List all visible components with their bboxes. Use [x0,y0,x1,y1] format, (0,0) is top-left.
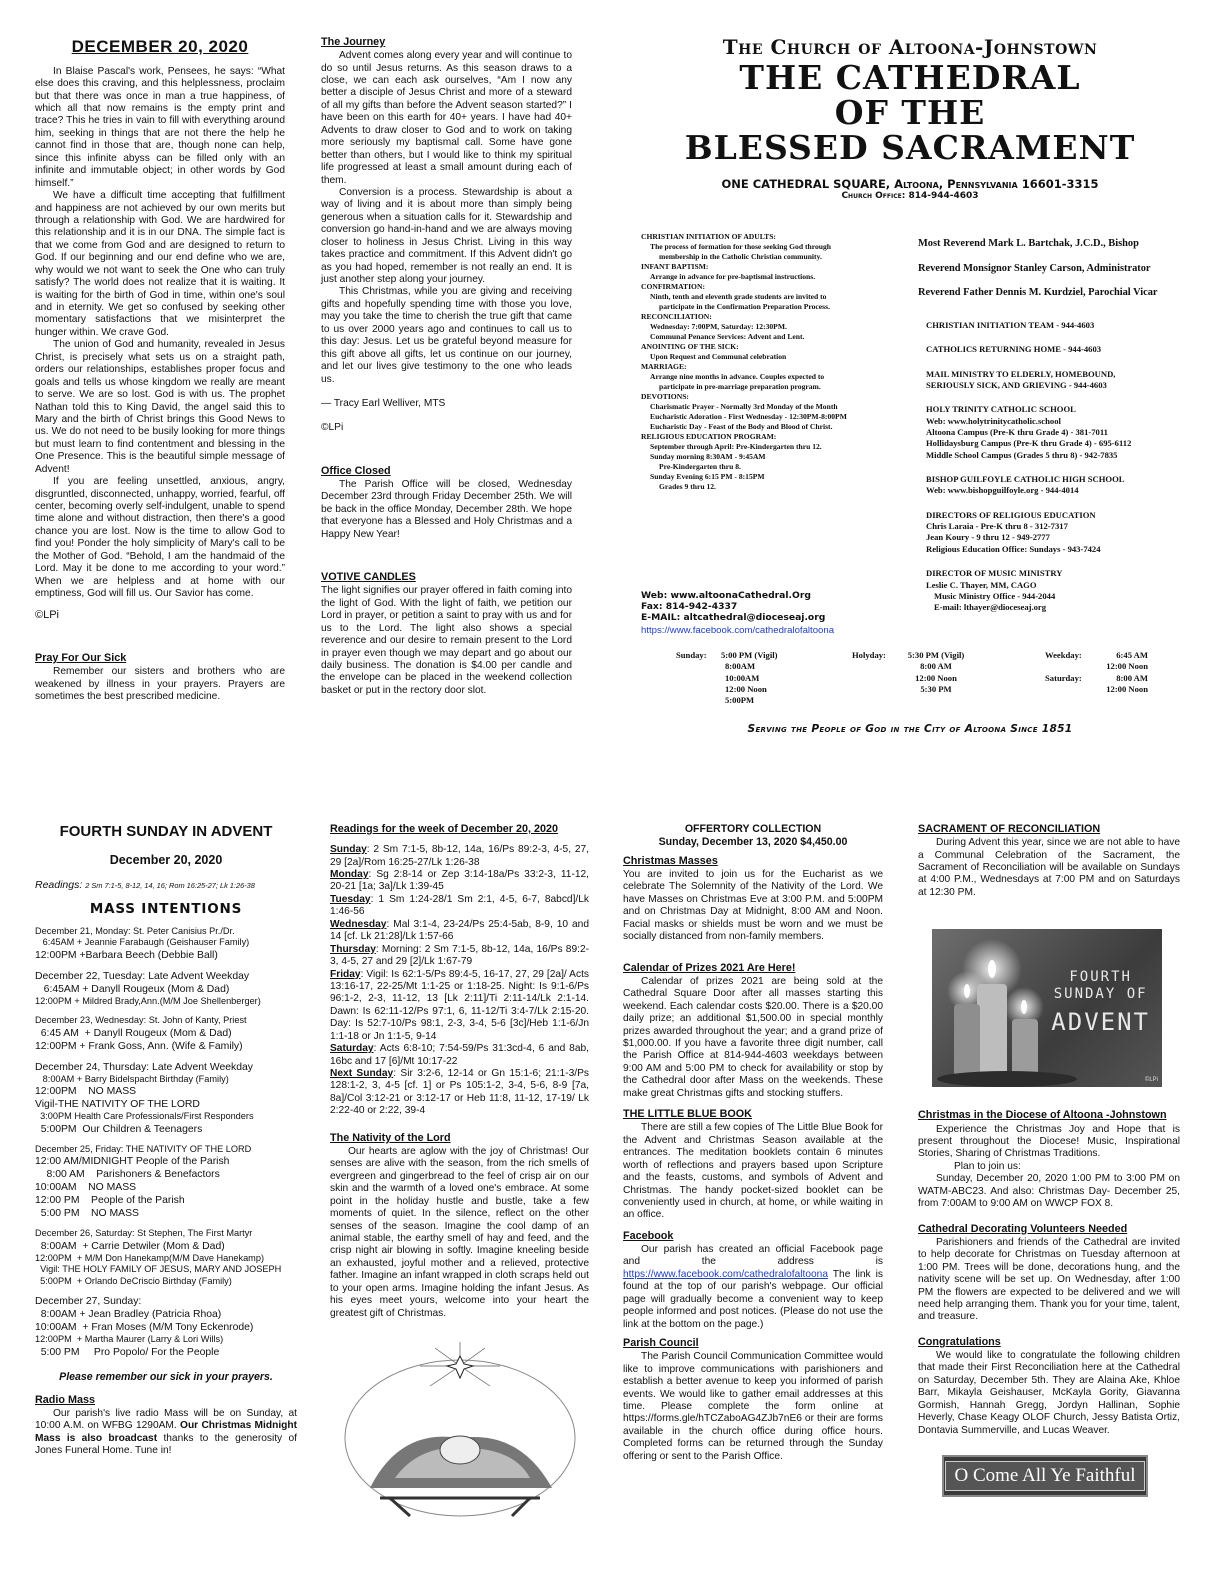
reading-refs: : Acts 6:8-10; 7:54-59/Ps 31:3cd-4, 6 and 8ab, 16bc and 17 [6]/Mt 10:17-22 [330,1043,589,1067]
ministry-line: Web: www.bishopguilfoyle.org - 944-4014 [926,485,1079,496]
sacrament-line: RELIGIOUS EDUCATION PROGRAM: [641,432,777,442]
ministry-line: Music Ministry Office - 944-2044 [934,590,1056,601]
sacrament-line: INFANT BAPTISM: [641,262,709,272]
section-heading: The Nativity of the Lord [330,1131,451,1144]
readings-label: Readings: [35,878,83,891]
nativity-manger-image [340,1338,580,1518]
banner-text: O Come All Ye Faithful [945,1461,1144,1490]
intention-group [35,1144,297,1221]
intention-group [35,926,297,962]
ministry-group [926,510,1206,555]
sacrament-line: Sunday Evening 6:15 PM - 8:15PM [650,472,765,482]
clergy-list [918,238,1208,300]
intention-line: 5:00 PM Pro Popolo/ For the People [35,1346,220,1358]
intention-line: 12:00PM + M/M Don Hanekamp(M/M Dave Hanekamp) [35,1252,265,1263]
intention-line: 5:00PM + Orlando DeCriscio Birthday (Family) [35,1275,232,1286]
facebook-text: Our parish has created an official Facebook page and the address is [623,1244,883,1268]
intention-line: December 27, Sunday: [35,1296,142,1308]
offertory-amount: Sunday, December 13, 2020 $4,450.00 [658,835,848,848]
reading-refs: : Mal 3:1-4, 23-24/Ps 25:4-5ab, 8-9, 10 and 14 [cf. Lk 21:28]/Lk 1:57-66 [330,918,589,943]
sunday-readings [35,879,297,892]
mass-label-weekday: Weekday: [1045,650,1082,660]
ministry-line: E-mail: lthayer@dioceseaj.org [934,602,1047,613]
paragraph: There are still a few copies of The Little Blue Book for the Advent and Christmas Season available at the entrances. The meditation booklets contain 6 minutes worth of reflections and prayers based upon Scripture and the feasts, customs, and symbols of Advent and Christmas. The handy pocket-sized booklet can be conveniently used in church, at home, or while waiting in an office. [623,1122,883,1221]
intention-line: Vigil-THE NATIVITY OF THE LORD [35,1099,200,1111]
advent-image-text: SUNDAY OF [1053,986,1148,1003]
reading-day: Saturday [330,1043,374,1055]
mass-intentions-heading: MASS INTENTIONS [89,901,243,918]
intention-line: 10:00AM NO MASS [35,1182,137,1194]
mass-time: 6:45 AM [1116,650,1148,660]
ministry-line: Altoona Campus (Pre-K thru Grade 4) - 381-7011 [926,427,1108,438]
column-bottom-second [330,823,589,1518]
reading-entry [330,869,589,894]
sacrament-line: Arrange nine months in advance. Couples expected to [650,372,825,382]
paragraph: Experience the Christmas Joy and Hope that is present throughout the Diocese! Music, Inspirational Stories, Sharing of Christmas Traditions. [918,1123,1180,1160]
cathedral-title: BLESSED SACRAMENT [684,127,1136,167]
paragraph: Advent comes along every year and will continue to do so until Jesus returns. As this season draws to a close, we can each ask ourselves, “Am I now any better a disciple of Jesus Christ and more of a steward of all my gifts than before the Advent season started?” I have been on this earth for 40+ years. I have had 40+ Advents to draw closer to God and to work on taking more seriously my baptismal call. Some have gone better than others, but I would like to think my spiritual life progressed at least a small amount during each of them. [321,50,572,186]
section-heading: Cathedral Decorating Volunteers Needed [918,1222,1128,1235]
mass-time: 8:00AM [725,661,756,672]
reading-entry [330,919,589,944]
clergy-name: Reverend Father Dennis M. Kurdziel, Parochial Vicar [918,287,1158,299]
paragraph: We have a difficult time accepting that fulfillment and happiness are not achieved by our own merits but through a relationship with God. We are hardwired for this relationship and it is in our DNA. The simple fact is that we come from God and are designed to return to God. If our beginning and our end define who we are, why would we not want to seek the One who can truly satisfy? The world does not realize that it is waiting. It is waiting for the birth of God in time, within one's soul and in eternity. We get so confused by seeking other momentary satisfactions that we misinterpret the hunger within. We crave God. [35,190,285,338]
reading-refs: : Sg 2:8-14 or Zep 3:14-18a/Ps 33:2-3, 11-12, 20-21 [1a; 3a]/Lk 1:39-45 [330,869,589,893]
email-link[interactable]: E-MAIL: altcathedral@dioceseaj.org [641,612,826,624]
section-heading: Congratulations [918,1335,1001,1348]
readings-refs: 2 Sm 7:1-5, 8-12, 14, 16; Rom 16:25-27; Lk 1:26-38 [85,880,255,890]
intention-group [35,1228,297,1287]
intention-line: 12:00 AM/MIDNIGHT People of the Parish [35,1156,230,1168]
sacrament-line: MARRIAGE: [641,362,687,372]
mass-label-sunday: Sunday: [676,650,707,660]
reading-day: Sunday [330,844,367,856]
sick-reminder: Please remember our sick in your prayers. [59,1370,273,1383]
clergy-name: Most Reverend Mark L. Bartchak, J.C.D., Bishop [918,238,1139,249]
reading-refs: : Sir 3:2-6, 12-14 or Gn 15:1-6; 21:1-3/Ps 128:1-2, 3, 4-5 [cf. 1] or Ps 105:1-2, 3-4, 5-6, 8-9 [7a, 8a]/Col 3:12-21 or 3:12-17 or Heb 11:8, 11-12, 17-19/ Lk 2:22-40 or 2:22, 39-4 [330,1068,590,1117]
intention-line: 12:00PM +Barbara Beech (Debbie Ball) [35,949,218,961]
section-heading: Parish Council [623,1337,699,1350]
copyright-lpi: ©LPi [321,422,344,434]
reading-day: Tuesday [330,893,371,905]
sacrament-line: The process of formation for those seeking God through [650,242,831,252]
reading-day: Thursday [330,943,376,955]
section-heading: Radio Mass [35,1393,95,1406]
mass-time: 8:00 AM [1116,673,1148,683]
sacrament-line: September through April: Pre-Kindergarten thru 12. [650,442,822,452]
mass-time: 10:00AM [725,672,760,683]
sunday-date: December 20, 2020 [109,853,223,868]
intention-line: December 25, Friday: THE NATIVITY OF THE LORD [35,1143,252,1154]
reading-day: Wednesday [330,918,387,930]
sacrament-line: RECONCILIATION: [641,312,712,322]
intention-line: 8:00AM + Carrie Detwiler (Mom & Dad) [35,1240,225,1252]
intention-line: 8:00AM + Jean Bradley (Patricia Rhoa) [35,1309,222,1321]
paragraph: During Advent this year, since we are not able to have a Communal Celebration of the Sacrament, the Sacrament of Reconciliation will be available on Sundays at 4:00 P.M., Wednesdays at 7:00 PM and on Saturdays at 12:30 PM. [918,837,1180,898]
intention-line: December 24, Thursday: Late Advent Weekday [35,1061,253,1073]
paragraph: If you are feeling unsettled, anxious, angry, disgruntled, disconnected, unhappy, worried, fearful, off center, becoming overly self-indulgent, unable to spend time alone and without distraction, then there's a good chance you are lost. Now is the time to allow God to find you! Ponder the holy simplicity of Mary's call to be the Mother of God. “Behold, I am the handmaid of the Lord. May it be done to me according to your word.” When we are helpless and at home with our emptiness, God will fill us. Our Savior has come. [35,476,285,600]
reading-day: Monday [330,869,369,881]
paragraph: Remember our sisters and brothers who are weakened by illness in your prayers. Prayers are sometimes the best prescribed medicine. [35,666,285,702]
mass-label-saturday: Saturday: [1045,673,1082,683]
paragraph: The union of God and humanity, revealed in Jesus Christ, is precisely what sets us on a straight path, orders our relationships, establishes proper focus and goals and tells us whose kingdom we really are meant to serve. We are so lost. God is with us. The prophet Nathan told this to King David, the angel said this to Mary and the birth of Christ brings this Good News to us. We do not need to be busily looking for more things but must learn to find contentment and blessing in the One Presence. This is the beautiful simple message of Advent! [35,339,285,475]
section-heading: Office Closed [321,464,391,477]
sacrament-line: Communal Penance Services: Advent and Lent. [650,332,805,342]
sacrament-line: CONFIRMATION: [641,282,705,292]
cathedral-title: THE CATHEDRAL [739,58,1081,98]
facebook-link[interactable]: https://www.facebook.com/cathedralofaltoona [623,1268,828,1280]
sacrament-line: ANOINTING OF THE SICK: [641,342,739,352]
intention-line: December 21, Monday: St. Peter Canisius Pr./Dr. [35,925,235,936]
sacrament-line: Arrange in advance for pre-baptismal instructions. [650,272,816,282]
cathedral-title: OF THE [834,93,986,133]
sacrament-line: membership in the Catholic Christian community. [659,252,822,262]
paragraph: Conversion is a process. Stewardship is about a way of living and it is about more than simply being generous when a situation calls for it. Stewardship and conversion go hand-in-hand and we are always moving closer to holiness in Jesus Christ. Living in this way takes practice and commitment. If this Advent didn't go as you had hoped, remember is not really an end. It is just another step along your journey. [321,186,572,286]
mass-time: 5:30 PM (Vigil) [907,650,965,660]
sacrament-line: Sunday morning 8:30AM - 9:45AM [650,452,766,462]
ministry-line: Web: www.holytrinitycatholic.school [926,415,1061,426]
ministry-line: Hollidaysburg Campus (Pre-K thru Grade 4) - 695-6112 [926,438,1132,449]
sacrament-line: participate in pre-marriage preparation program. [659,382,821,392]
section-heading: Christmas Masses [623,854,718,867]
intention-line: 12:00PM + Martha Maurer (Larry & Lori Wills) [35,1334,224,1345]
ministry-line: Religious Education Office: Sundays - 943-7424 [926,543,1101,554]
church-office-phone: Church Office: 814-944-4603 [841,191,979,202]
ministry-group [926,568,1206,613]
mass-time: 5:00PM [725,695,755,706]
mass-time: 12:00 Noon [1106,661,1148,672]
reading-entry [330,944,589,969]
contact-block [641,590,911,637]
weekly-readings-list [330,844,589,1118]
column-bottom-right [918,823,1180,1497]
section-heading: Readings for the week of December 20, 2020 [330,823,559,835]
intention-group [35,970,297,1008]
section-heading: THE LITTLE BLUE BOOK [623,1108,752,1121]
paragraph: Plan to join us: [954,1160,1021,1172]
copyright-lpi: ©LPi [35,608,60,621]
facebook-text: The link is found at the top of our parish's webpage. Our official page will gradually become a convenient way to keep people informed and post notices. (Please do not use the link at the bottom on the page.) [623,1268,883,1330]
advent-image-text: ADVENT [1051,1007,1150,1036]
radio-text-bold: Our Christmas Midnight Mass is also broadcast [35,1420,297,1444]
masthead [630,35,1190,202]
ministry-line: Jean Koury - 9 thru 12 - 949-2777 [926,532,1050,543]
nativity-illustration [340,1338,580,1518]
advent-candles-image [932,929,1162,1087]
mass-time: 12:00 Noon [915,672,957,683]
mass-time: 5:30 PM [920,684,952,695]
mass-label-holyday: Holyday: [852,650,886,660]
sacraments-list [641,232,901,492]
ministry-group [926,404,1206,461]
ministry-line: Chris Laraia - Pre-K thru 8 - 312-7317 [926,521,1068,532]
ministry-line: BISHOP GUILFOYLE CATHOLIC HIGH SCHOOL [926,474,1125,485]
reading-entry [330,1068,589,1118]
ministry-line: DIRECTOR OF MUSIC MINISTRY [926,568,1063,579]
intention-line: 12:00 PM People of the Parish [35,1195,185,1207]
tagline: Serving the People of God in the City of Altoona Since 1851 [747,723,1073,735]
mass-times-sunday [721,650,777,707]
paragraph: The Parish Office will be closed, Wednesday December 23rd through Friday December 25th. We will be back in the office Monday, December 28th. We hope that everyone has a Blessed and Holy Christmas and a Happy New Year! [321,479,572,540]
paragraph: Sunday, December 20, 2020 1:00 PM to 3:00 PM on WATM-ABC23. And also: Christmas Day- December 25, from 7:00AM to 9:00 AM on WWCP FOX 8. [918,1173,1180,1210]
paragraph [623,1244,883,1331]
intention-group [35,1295,297,1359]
paragraph: Our hearts are aglow with the joy of Christmas! Our senses are alive with the season, from the rich smells of evergreen and gingerbread to the feel of crisp air on our skin and the warmth of a loved one's embrace. At some point in the holiday hustle and bustle, take a few moments of quiet. In the silence, reflect on the other senses of the season. Imagine the cool damp of an animal stable, the earthy smell of hay and feed, and the crisp night air blowing in softly. Imagine kneeling beside an exhausted, joyful mother and a relieved, protective father. Imagine an infant wrapped in cloth scraps held out to your open arms. Imagine holding the infant Jesus. As his eyes meet yours, welcome into your heart the greatest gift of Christmas. [330,1145,589,1319]
reading-refs: : 1 Sm 1:24-28/1 Sm 2:1, 4-5, 6-7, 8abcd]/Lk 1:46-56 [330,893,589,918]
column-top-second [321,36,572,697]
mass-time: 5:00 PM (Vigil) [721,650,778,660]
radio-text: thanks to the generosity of Jones Funeral Home. Tune in! [35,1432,297,1457]
mass-time: 8:00 AM [920,661,952,672]
reading-entry [330,1043,589,1068]
intention-line: 6:45 AM + Danyll Rougeux (Mom & Dad) [35,1027,232,1039]
paragraph: You are invited to join us for the Eucharist as we celebrate The Solemnity of the Nativity of the Lord. We have Masses on Christmas Eve at 3:00 P.M. and 5:00PM and on Christmas Day at Midnight, 8:00 AM and Noon. Facial masks or shields must be worn and we must be socially distanced from non-family members. [623,869,883,943]
reading-refs: : Morning: 2 Sm 7:1-5, 8b-12, 14a, 16/Ps 89:2-3, 4-5, 27 and 29 [2]/Lk 1:67-79 [330,943,589,968]
fax-number: Fax: 814-942-4337 [641,601,738,613]
ministries-list [926,320,1206,627]
intention-line: 5:00 PM NO MASS [35,1208,139,1220]
clergy-name: Reverend Monsignor Stanley Carson, Administrator [918,262,1151,274]
ministry-line: CHRISTIAN INITIATION TEAM - 944-4603 [926,320,1095,330]
intention-line: 5:00PM Our Children & Teenagers [35,1123,203,1135]
column-bottom-left [35,823,297,1458]
paragraph: The light signifies our prayer offered in faith coming into the light of God. With the light of faith, we petition our Lord in prayer, or petition a saint to pray with us and for us to the Lord. The light also shows a special reverence and our desire to remain present to the Lord in prayer even though we may depart and go about our daily business. The donation is $4.00 per candle and the envelope can be placed in the weekend collection basket or put in the rectory door slot. [321,585,572,696]
intention-line: 10:00AM + Fran Moses (M/M Tony Eckenrode) [35,1322,254,1334]
sacrament-line: Pre-Kindergarten thru 8. [659,462,741,472]
advent-image-text: FOURTH [1069,969,1132,986]
paragraph: In Blaise Pascal's work, Pensees, he says: “What else does this craving, and this helplessness, proclaim but that there was once in man a true happiness, of which all that now remains is the empty print and trace? This he tries in vain to fill with everything around him, seeking in things that are not there the help he cannot find in those that are, though none can help, since this infinite abyss can be filled only with an infinite and immutable object; in other words by God himself.” [35,65,285,189]
section-heading: The Journey [321,36,386,48]
section-heading: Calendar of Prizes 2021 Are Here! [623,961,796,974]
intention-line: December 23, Wednesday: St. John of Kanty, Priest [35,1015,247,1026]
reading-entry [330,969,589,1044]
address: ONE CATHEDRAL SQUARE, Altoona, Pennsylvania 16601-3315 [721,177,1099,192]
paragraph: This Christmas, while you are giving and receiving gifts and hopefully spending time with those you love, may you take the time to cherish the true gift that came to us over 2000 years ago and continues to call us to this day: Jesus. Let us be grateful beyond measure for this gift above all gifts, let us continue on our journey, and let our lives give testimony to the one who leads us. [321,286,572,385]
paragraph: Calendar of prizes 2021 are being sold at the Cathedral Square Door after all masses starting this weekend. Each calendar costs $20.00. There is a $20.00 daily prize; an additional $1,500.00 in special monthly prizes awarded throughout the year; and a grand prize of $1,000.00. If you have a favorite three digit number, call the Parish Office at 814-944-4603 weekdays between 9:00 AM and 5:00 PM to check for availability or stop by the Cathedral door after Mass on the weekends. These make great Christmas gifts and stocking stuffers. [623,975,883,1099]
sacrament-line: Wednesday: 7:00PM, Saturday: 12:30PM. [650,322,787,332]
mass-times-saturday [1096,673,1148,696]
mass-time: 12:00 Noon [1106,684,1148,695]
ministry-line: SERIOUSLY SICK, AND GRIEVING - 944-4603 [926,380,1107,391]
ministry-line: DIRECTORS OF RELIGIOUS EDUCATION [926,509,1096,520]
ministry-line: Leslie C. Thayer, MM, CAGO [926,579,1037,590]
sacrament-line: Eucharistic Adoration - First Wednesday - 12:30PM-8:00PM [650,412,847,422]
sacrament-line: Upon Request and Communal celebration [650,352,787,362]
ministry-group [926,344,1206,355]
intention-line: December 26, Saturday: St Stephen, The First Martyr [35,1228,253,1239]
paragraph: We would like to congratulate the following children that made their First Reconciliation here at the Cathedral on Saturday, December 5th. They are Alaina Ake, Khloe Barr, Mikayla Geishauser, McKayla Gority, Giavanna Gormish, Hannah Gregg, Jordyn Hallinan, Sophie Heverly, Chase Keagy OLOF Church, Jessy Batista Ortiz, Dontavia Summerville, and Lucas Weaver. [918,1350,1180,1436]
ministry-group [926,474,1206,497]
intention-line: 3:00PM Health Care Professionals/First Responders [35,1111,254,1122]
mass-intentions-list [35,926,297,1359]
paragraph: Parishioners and friends of the Cathedral are invited to help decorate for Christmas on Tuesday afternoon at 1:00 PM. Trees will be done, decorations hung, and the nativity scene will be set up. On Wednesday, after 1:00 PM the flowers are expected to be delivered and we will need help arranging them. Thank you for your time, talent, and treasure. [918,1236,1181,1323]
intention-line: Vigil: THE HOLY FAMILY OF JESUS, MARY AND JOSEPH [35,1264,282,1275]
mass-time: 12:00 Noon [725,684,767,695]
ministry-line: Middle School Campus (Grades 5 thru 8) - 942-7835 [926,449,1118,460]
reading-day: Friday [330,968,361,980]
paragraph [35,1408,297,1458]
sacrament-line: participate in the Confirmation Preparation Process. [659,302,830,312]
sacrament-line: CHRISTIAN INITIATION OF ADULTS: [641,232,776,241]
mass-times-holyday [896,650,976,695]
section-heading: Facebook [623,1229,674,1242]
sunday-heading: FOURTH SUNDAY IN ADVENT [59,823,273,840]
reading-refs: : 2 Sm 7:1-5, 8b-12, 14a, 16/Ps 89:2-3, 4-5, 27, 29 [2a]/Rom 16:25-27/Lk 1:26-38 [330,844,589,868]
reading-entry [330,894,589,919]
ministry-group [926,369,1206,392]
column-bottom-third [623,823,883,1463]
section-heading: Christmas in the Diocese of Altoona -Johnstown [918,1109,1167,1122]
intention-line: 12:00PM NO MASS [35,1086,137,1098]
intention-line: 12:00PM + Frank Goss, Ann. (Wife & Family) [35,1040,243,1052]
paragraph: The Parish Council Communication Committee would like to improve communications with parishioners and establish a better avenue to keep you informed of parish events. We would like to gather email addresses at this time. Please complete the form online at https://forms.gle/hTCZaboAG4ZJb7nE6 or their are forms available in the church office during office hours. Completed forms can be returned through the Sunday offering or sent to the Parish Office. [623,1351,883,1462]
facebook-link[interactable]: https://www.facebook.com/cathedralofaltoona [641,625,835,637]
intention-group [35,1061,297,1136]
sacrament-line: Charismatic Prayer - Normally 3rd Monday of the Month [650,402,838,412]
image-copyright: ©LPi [1144,1077,1158,1084]
column-top-left [35,37,285,703]
section-heading: Pray For Our Sick [35,651,127,664]
ministry-line: MAIL MINISTRY TO ELDERLY, HOMEBOUND, [926,368,1116,379]
web-link[interactable]: Web: www.altoonaCathedral.Org [641,590,811,601]
radio-text: Our parish's live radio Mass will be on Sunday, at 10:00 A.M. on WFBG 1290AM. [35,1407,297,1432]
reading-entry [330,844,589,869]
reading-refs: : Vigil: Is 62:1-5/Ps 89:4-5, 16-17, 27, 29 [2a]/ Acts 13:16-17, 22-25/Mt 1:1-25 or 1:18-25. Night: Is 9:1-6/Ps 96:1-2, 2-3, 11-12, 13 [Lk 2:11]/Ti 2:11-14/Lk 2:1-14. Dawn: Is 62:11-12/Ps 97:1, 6, 11-12/Ti 3:4-7/Lk 2:15-20. Day: Is 52:7-10/Ps 98:1, 2-3, 3-4, 5-6 [3c]/Heb 1:1-6/Jn 1:1-18 or Jn 1:1-5, 9-14 [330,968,589,1042]
sacrament-line: Eucharistic Day - Feast of the Body and Blood of Christ. [650,422,833,432]
intention-line: 12:00PM + Mildred Brady,Ann.(M/M Joe Shellenberger) [35,995,261,1006]
intention-line: 8:00AM + Barry Bidelspacht Birthday (Family) [35,1073,229,1084]
church-name: The Church of Altoona-Johnstown [722,35,1098,59]
ministry-line: CATHOLICS RETURNING HOME - 944-4603 [926,344,1102,355]
sacrament-line: Grades 9 thru 12. [659,482,716,492]
section-heading: SACRAMENT OF RECONCILIATION [918,823,1101,835]
intention-group [35,1015,297,1053]
section-heading: VOTIVE CANDLES [321,571,416,584]
ministry-group [926,320,1206,331]
sacrament-line: Ninth, tenth and eleventh grade students are invited to [650,292,827,302]
offertory-heading: OFFERTORY COLLECTION [684,823,822,835]
page-date-heading: DECEMBER 20, 2020 [71,37,249,56]
author-credit: — Tracy Earl Welliver, MTS [321,397,446,409]
reading-day: Next Sunday [330,1068,394,1080]
mass-times-weekday [1096,650,1148,673]
intention-line: December 22, Tuesday: Late Advent Weekday [35,970,250,982]
intention-line: 8:00 AM Parishoners & Benefactors [35,1169,220,1181]
sacrament-line: DEVOTIONS: [641,392,689,402]
intention-line: 6:45AM + Jeannie Farabaugh (Geishauser Family) [35,937,250,948]
intention-line: 6:45AM + Danyll Rougeux (Mom & Dad) [35,983,230,995]
o-come-banner [942,1455,1148,1497]
ministry-line: HOLY TRINITY CATHOLIC SCHOOL [926,404,1076,415]
